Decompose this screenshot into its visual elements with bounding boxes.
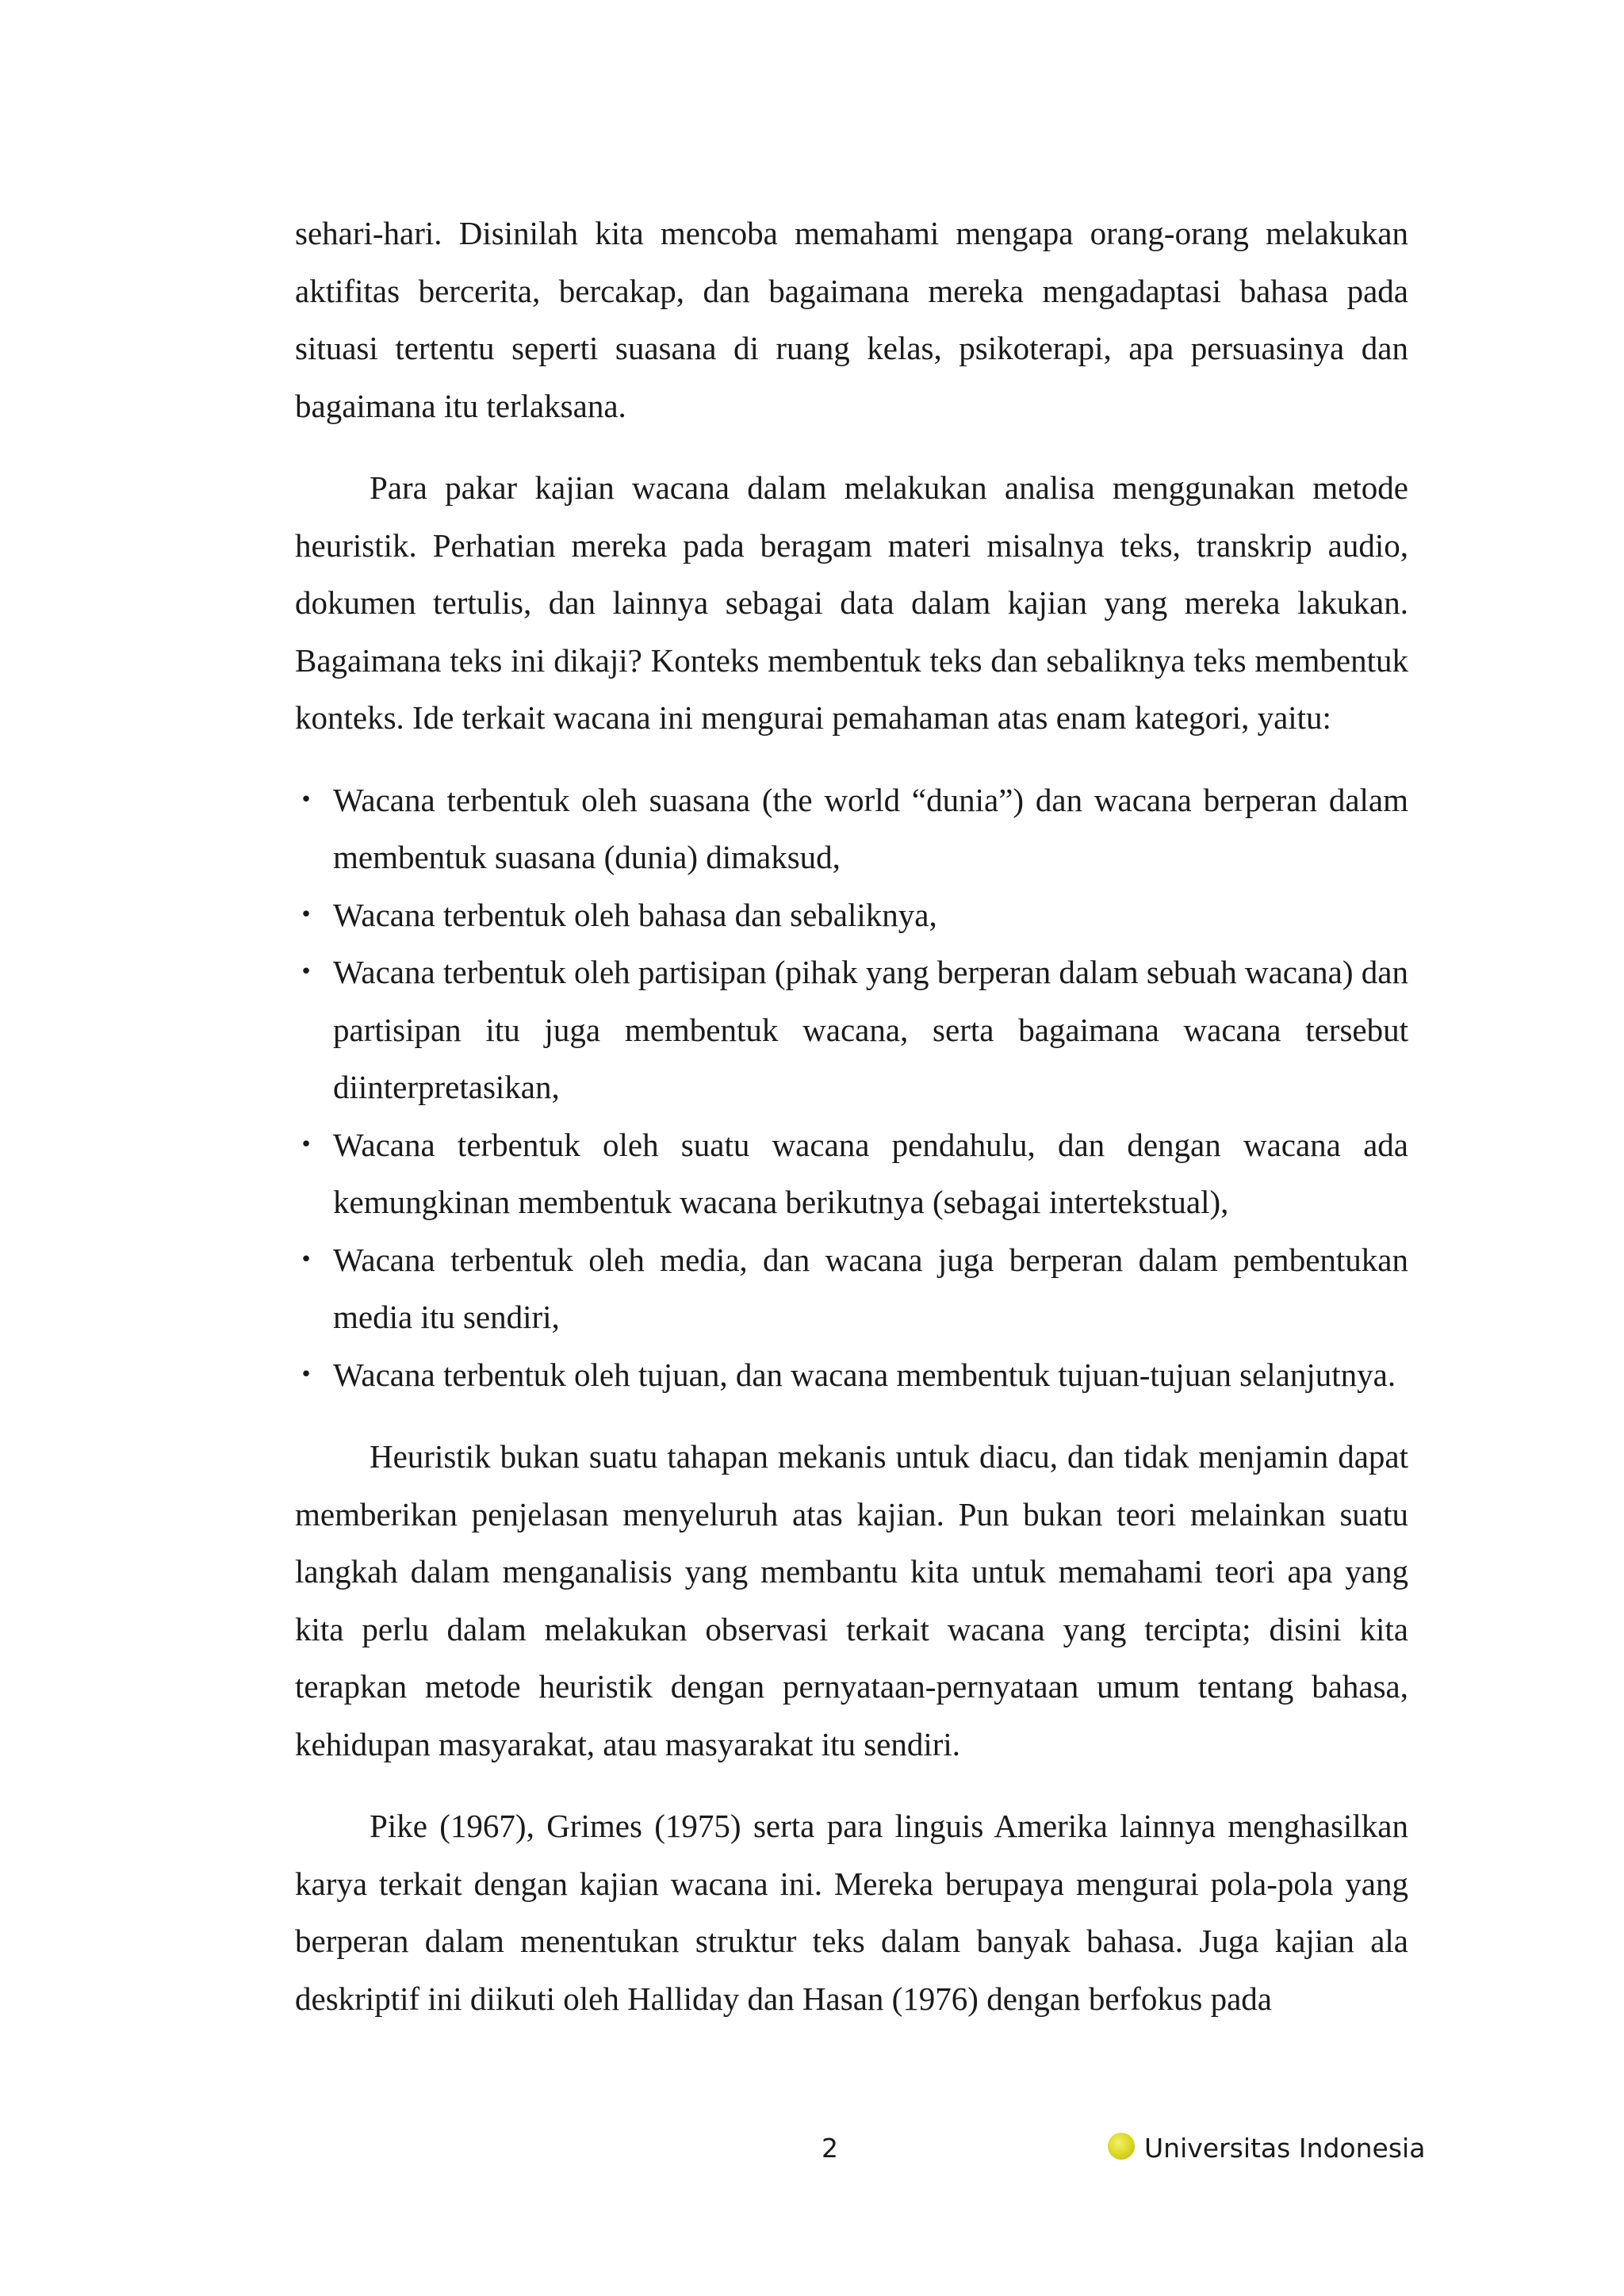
bullet-icon: • [300, 1362, 312, 1387]
list-item-text: Wacana terbentuk oleh suatu wacana pendahulu, dan dengan wacana ada kemungkinan membentuk wacana berikutnya (sebagai intertekstual), [333, 1126, 1408, 1220]
list-item [295, 886, 1408, 944]
bullet-icon: • [300, 1132, 312, 1157]
bullet-icon: • [300, 1247, 312, 1272]
institution-name: Universitas Indonesia [1144, 2133, 1426, 2164]
page-body [295, 205, 1408, 2027]
category-list [295, 771, 1408, 1404]
paragraph-heuristic-method: Para pakar kajian wacana dalam melakukan analisa menggunakan metode heuristik. Perhatian mereka pada beragam materi misalnya teks, transkrip audio, dokumen tertulis, dan lainnya sebagai data dalam kajian yang mereka lakukan. Bagaimana teks ini dikaji? Konteks membentuk teks dan sebaliknya teks membentuk konteks. Ide terkait wacana ini mengurai pemahaman atas enam kategori, yaitu: [295, 469, 1408, 736]
bullet-icon: • [300, 960, 312, 984]
list-item-text: Wacana terbentuk oleh tujuan, dan wacana membentuk tujuan-tujuan selanjutnya. [333, 1356, 1396, 1393]
list-item [295, 771, 1408, 886]
list-item [295, 1231, 1408, 1346]
list-item [295, 943, 1408, 1116]
page-number: 2 [822, 2133, 838, 2164]
list-item-text: Wacana terbentuk oleh partisipan (pihak yang berperan dalam sebuah wacana) dan partisipan itu juga membentuk wacana, serta bagaimana wacana tersebut diinterpretasikan, [333, 954, 1408, 1105]
page-footer [0, 2126, 1624, 2174]
list-item-text: Wacana terbentuk oleh suasana (the world “dunia”) dan wacana berperan dalam membentuk suasana (dunia) dimaksud, [333, 781, 1408, 875]
bullet-icon: • [300, 902, 312, 927]
list-item [295, 1346, 1408, 1404]
bullet-icon: • [300, 787, 312, 812]
paragraph-heuristic-not-mechanical: Heuristik bukan suatu tahapan mekanis untuk diacu, dan tidak menjamin dapat memberikan penjelasan menyeluruh atas kajian. Pun bukan teori melainkan suatu langkah dalam menganalisis yang membantu kita untuk memahami teori apa yang kita perlu dalam melakukan observasi terkait wacana yang tercipta; disini kita terapkan metode heuristik dengan pernyataan-pernyataan umum tentang bahasa, kehidupan masyarakat, atau masyarakat itu sendiri. [295, 1438, 1408, 1762]
university-logo-icon [1108, 2133, 1135, 2160]
list-item-text: Wacana terbentuk oleh bahasa dan sebaliknya, [333, 896, 937, 933]
list-item-text: Wacana terbentuk oleh media, dan wacana juga berperan dalam pembentukan media itu sendiri, [333, 1241, 1408, 1335]
list-item [295, 1116, 1408, 1231]
paragraph-american-linguists: Pike (1967), Grimes (1975) serta para linguis Amerika lainnya menghasilkan karya terkait dengan kajian wacana ini. Mereka berupaya mengurai pola-pola yang berperan dalam menentukan struktur teks dalam banyak bahasa. Juga kajian ala deskriptif ini diikuti oleh Halliday dan Hasan (1976) dengan berfokus pada [295, 1808, 1408, 2017]
paragraph-continued: sehari-hari. Disinilah kita mencoba memahami mengapa orang-orang melakukan aktifitas bercerita, bercakap, dan bagaimana mereka mengadaptasi bahasa pada situasi tertentu seperti suasana di ruang kelas, psikoterapi, apa persuasinya dan bagaimana itu terlaksana. [295, 215, 1408, 424]
